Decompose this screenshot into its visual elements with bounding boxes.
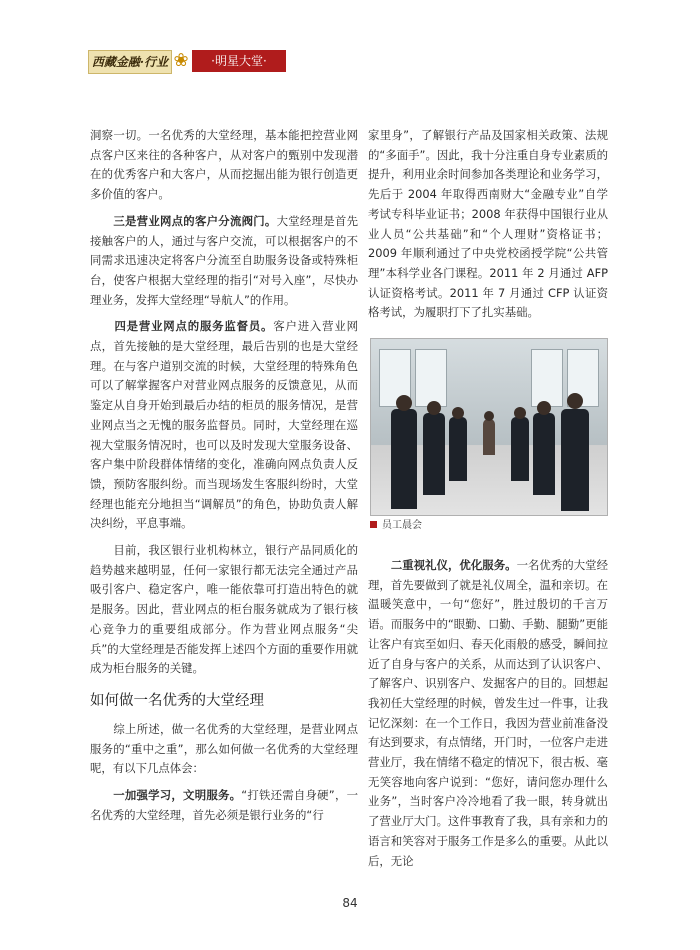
page-number: 84 (342, 896, 358, 910)
paragraph: 家里身”，了解银行产品及国家相关政策、法规的“多面手”。因此，我十分注重自身专业素质的提升，利用业余时间参加各类理论和业务学习，先后于 2004 年取得西南财大“金融专业”自学考试专科毕业证书；2008 年获得中国银行业从业人员“公共基础”和“个人理财”资格证书；2009 年顺利通过了中央党校函授学院“公共管理”本科学业各门课程。2011 年 2 月通过 AFP 认证资格考试。2011 年 7 月通过 CFP 认证资格考试，为履职打下了扎实基础。 (368, 128, 608, 320)
magazine-logo: 西藏金融·行业 (88, 50, 172, 74)
paragraph: 二重视礼仪，优化服务。一名优秀的大堂经理，首先要做到了就是礼仪周全，温和亲切。在温暖笑意中，一句“您好”，胜过殷切的千言万语。而服务中的“眼勤、口勤、手勤、腿勤”更能让客户有宾至如归、春天化雨般的感受，瞬间拉近了自身与客户的关系，从而达到了认识客户、了解客户、识别客户、发掘客户的目的。回想起我初任大堂经理的时候，曾发生过一件事，让我记忆深刻：在一个工作日，我因为营业前准备没有达到要求，有点情绪，开门时，一位客户走进营业厅，我在情绪不稳定的情况下，很古板、毫无笑容地向客户说到：“您好，请问您办理什么业务”，当时客户冷冷地看了我一眼，转身就出了营业厅大门。这件事教育了我，具有亲和力的语言和笑容对于服务工作是多么的重要。从此以后，无论 (368, 558, 608, 868)
section-label: ·明星大堂· (192, 50, 286, 72)
paragraph: 一加强学习，文明服务。“打铁还需自身硬”，一名优秀的大堂经理，首先必须是银行业务的“行 (90, 788, 358, 822)
paragraph: 洞察一切。一名优秀的大堂经理，基本能把控营业网点客户区来往的各种客户，从对客户的甄别中发现潜在的优秀客户和大客户，从而挖掘出能为银行创造更多价值的客户。 (90, 128, 358, 202)
paragraph: 综上所述，做一名优秀的大堂经理，是营业网点服务的“重中之重”，那么如何做一名优秀的大堂经理呢，有以下几点体会： (90, 721, 358, 776)
left-column (90, 126, 358, 826)
paragraph: 三是营业网点的客户分流阀门。大堂经理是首先接触客户的人，通过与客户交流，可以根据客户的不同需求迅速决定将客户分流至自助服务设备或特殊柜台，使客户根据大堂经理的指引“对号入座”，尽快办理业务，发挥大堂经理“导航人”的作用。 (90, 213, 358, 307)
section-heading: 如何做一名优秀的大堂经理 (90, 692, 264, 709)
right-column-top (368, 126, 608, 323)
staff-meeting-photo (370, 338, 608, 516)
paragraph: 四是营业网点的服务监督员。客户进入营业网点，首先接触的是大堂经理，最后告别的也是大堂经理。在与客户道别交流的时候，大堂经理的特殊角色可以了解掌握客户对营业网点服务的反馈意见，从而鉴定从自身开始到最后办结的柜员的服务情况，是营业网点当之无愧的服务监督员。同时，大堂经理在巡视大堂服务情况时，也可以及时发现大堂服务设备、客户集中阶段群体情绪的变化，准确向网点负责人反馈，预防客服纠纷。而当现场发生客服纠纷时，大堂经理也能充分地担当“调解员”的角色，协助负责人解决纠纷，平息事端。 (90, 319, 358, 531)
ornament-icon: ❀ (173, 50, 189, 71)
right-column-bottom (368, 556, 608, 871)
caption-marker-icon (370, 521, 377, 528)
photo-caption: 员工晨会 (370, 519, 422, 533)
paragraph: 目前，我区银行业机构林立，银行产品同质化的趋势越来越明显，任何一家银行都无法完全通过产品吸引客户、稳定客户，唯一能依靠可打造出特色的就是服务。因此，营业网点的柜台服务就成为了银行核心竞争力的重要组成部分。作为营业网点服务“尖兵”的大堂经理是否能发挥上述四个方面的重要作用就成为柜台服务的关键。 (90, 543, 358, 676)
